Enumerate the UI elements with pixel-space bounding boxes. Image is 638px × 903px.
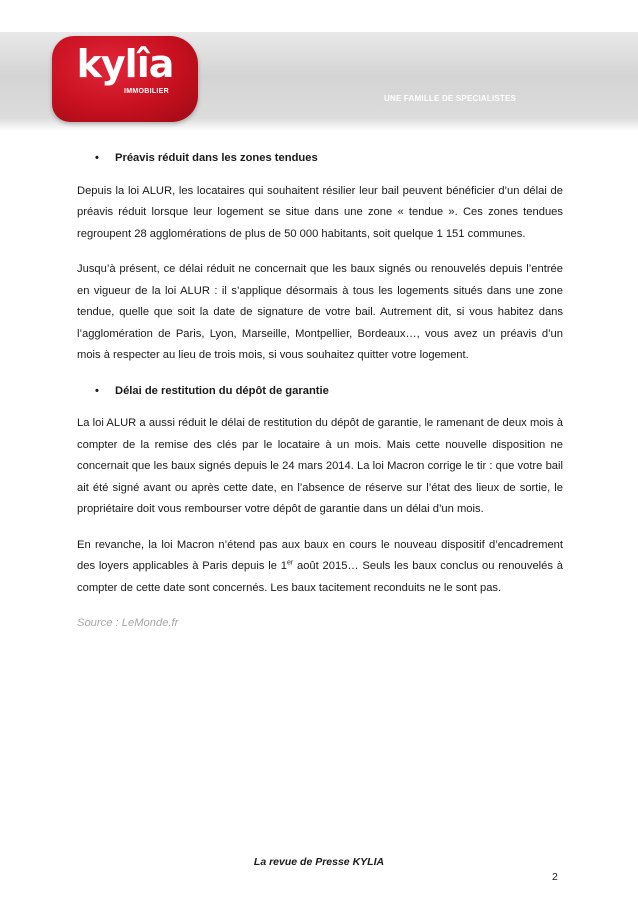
logo-wordmark: kylîa xyxy=(76,42,174,86)
bullet-icon: • xyxy=(95,384,99,397)
paragraph: Depuis la loi ALUR, les locataires qui souhaitent résilier leur bail peuvent bénéficier d’un délai de préavis réduit lorsque leur logement se situe dans une zone « tendue ». Ces zones tendues regroupent 28 agglomérations de plus de 50 000 habitants, soit quelque 1 151 communes. xyxy=(77,184,563,240)
paragraph: Jusqu’à présent, ce délai réduit ne concernait que les baux signés ou renouvelés depuis l’entrée en vigueur de la loi ALUR : il s’applique désormais à tous les logements situés dans une zone tendue, quelle que soit la date de signature de votre bail. Autrement dit, si vous habitez dans l’agglomération de Paris, Lyon, Marseille, Montpellier, Bordeaux…, vous avez un préavis d’un mois à respecter au lieu de trois mois, si vous souhaitez quitter votre logement. xyxy=(77,263,563,361)
header-tagline: UNE FAMILLE DE SPECIALISTES xyxy=(384,94,517,103)
logo-subtitle: IMMOBILIER xyxy=(124,88,169,95)
paragraph-part: En revanche, la loi Macron n’étend pas aux baux en cours le nouveau dispositif d’encadrement des loyers applicables à Paris depuis le 1 xyxy=(77,538,563,572)
page-number: 2 xyxy=(552,871,558,883)
source-credit: Source : LeMonde.fr xyxy=(77,617,179,629)
heading-text: Délai de restitution du dépôt de garantie xyxy=(115,384,329,397)
bullet-icon: • xyxy=(95,152,99,164)
heading-text: Préavis réduit dans les zones tendues xyxy=(115,152,318,164)
superscript: er xyxy=(286,559,294,567)
article-body xyxy=(77,148,563,635)
section-heading-preavis xyxy=(77,148,563,170)
paragraph: La loi ALUR a aussi réduit le délai de restitution du dépôt de garantie, le ramenant de deux mois à compter de la remise des clés par le locataire à un mois. Mais cette nouvelle disposition ne concernait que les baux signés depuis le 24 mars 2014. La loi Macron corrige le tir : que votre bail ait été signé avant ou après cette date, en l’absence de réserve sur l’état des lieux de sortie, le propriétaire doit vous rembourser votre dépôt de garantie dans un délai d’un mois. xyxy=(77,417,563,515)
paragraph-part: août 2015… Seuls les baux conclus ou renouvelés à compter de cette date sont concernés. Les baux tacitement reconduits ne le sont pas. xyxy=(77,560,563,594)
footer-title: La revue de Presse KYLIA xyxy=(253,856,385,868)
section-heading-depot xyxy=(77,381,563,403)
paragraph xyxy=(77,535,563,600)
